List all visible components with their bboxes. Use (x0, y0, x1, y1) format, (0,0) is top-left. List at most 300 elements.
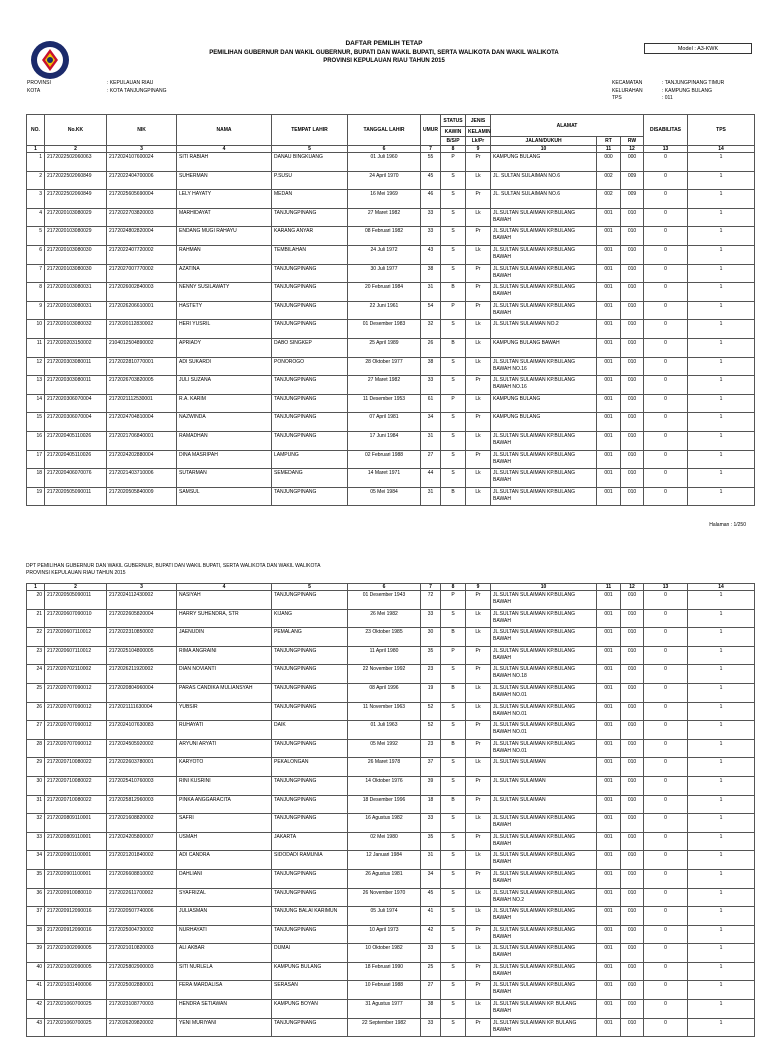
column-number: 12 (621, 584, 644, 591)
cell-no: 31 (27, 795, 45, 814)
cell-jenis-kelamin: Lk (466, 758, 491, 777)
cell-rw: 010 (621, 907, 644, 926)
table-row (27, 962, 755, 981)
cell-kk: 2172021060700025 (45, 1018, 107, 1037)
info-value: : KAMPUNG BULANG (662, 87, 713, 94)
cell-no: 10 (27, 320, 45, 339)
table-row (27, 153, 755, 172)
cell-rt: 001 (597, 925, 621, 944)
voter-table-page-1 (26, 114, 755, 506)
cell-jalan: JL.SULTAN SULAIMAN KP.BULANG BAWAH (491, 981, 597, 1000)
cell-nama: RAMADHAN (177, 431, 272, 450)
cell-status-kawin: P (441, 301, 466, 320)
cell-jenis-kelamin: Lk (466, 702, 491, 721)
cell-rw: 010 (621, 469, 644, 488)
cell-status-kawin: S (441, 1018, 466, 1037)
cell-jalan: JL.SULTAN SULAIMAN KP.BULANG BAWAH NO.2 (491, 888, 597, 907)
col-status-1: STATUS (441, 115, 466, 127)
cell-tps: 1 (688, 925, 755, 944)
cell-rw: 010 (621, 981, 644, 1000)
cell-status-kawin: B (441, 628, 466, 647)
table-row (27, 413, 755, 432)
cell-no: 11 (27, 338, 45, 357)
col-no: NO. (27, 115, 45, 146)
cell-disabilitas: 0 (644, 609, 688, 628)
table-row (27, 301, 755, 320)
cell-jalan: JL.SULTAN SULAIMAN KP.BULANG BAWAH (491, 469, 597, 488)
cell-status-kawin: P (441, 394, 466, 413)
cell-rw: 010 (621, 450, 644, 469)
cell-no: 17 (27, 450, 45, 469)
cell-tempat-lahir: TANJUNG BALAI KARIMUN (272, 907, 348, 926)
col-status-2: KAWIN (441, 127, 466, 137)
cell-tempat-lahir: TANJUNGPINANG (272, 413, 348, 432)
info-key: KELURAHAN (612, 87, 643, 94)
cell-tanggal-lahir: 01 Juli 1960 (348, 153, 421, 172)
cell-tps: 1 (688, 609, 755, 628)
table-row (27, 981, 755, 1000)
cell-jalan: JL. SULTAN SULAIMAN NO.6 (491, 190, 597, 209)
cell-jenis-kelamin: Pr (466, 1018, 491, 1037)
table-row (27, 357, 755, 376)
cell-nik: 2172024112430002 (107, 591, 177, 610)
cell-disabilitas: 0 (644, 628, 688, 647)
cell-status-kawin: S (441, 721, 466, 740)
column-number: 1 (27, 584, 45, 591)
info-key: KOTA (27, 87, 41, 94)
cell-tps: 1 (688, 208, 755, 227)
table-row (27, 665, 755, 684)
cell-jalan: JL.SULTAN SULAIMAN KP.BULANG BAWAH (491, 832, 597, 851)
cell-umur: 34 (421, 413, 441, 432)
cell-rt: 000 (597, 153, 621, 172)
cell-jenis-kelamin: Pr (466, 413, 491, 432)
cell-tempat-lahir: TANJUNGPINANG (272, 301, 348, 320)
cell-rt: 001 (597, 609, 621, 628)
cell-umur: 45 (421, 171, 441, 190)
cell-tempat-lahir: PEKALONGAN (272, 758, 348, 777)
info-value: : 011 (662, 95, 673, 101)
col-jenis-1: JENIS (466, 115, 491, 127)
table-row (27, 245, 755, 264)
cell-tanggal-lahir: 10 Oktober 1982 (348, 944, 421, 963)
info-row-provinsi (27, 80, 166, 88)
cell-rt: 001 (597, 628, 621, 647)
cell-kk: 2172020809110001 (45, 832, 107, 851)
cell-rt: 001 (597, 245, 621, 264)
cell-tps: 1 (688, 245, 755, 264)
cell-rw: 009 (621, 171, 644, 190)
cell-jenis-kelamin: Lk (466, 851, 491, 870)
table-row (27, 646, 755, 665)
col-jenis-3: Lk/Pr (466, 137, 491, 146)
cell-rt: 001 (597, 320, 621, 339)
cell-disabilitas: 0 (644, 869, 688, 888)
cell-rt: 001 (597, 832, 621, 851)
cell-tanggal-lahir: 07 April 1981 (348, 413, 421, 432)
cell-nik: 2172021706840001 (107, 431, 177, 450)
cell-tanggal-lahir: 22 Juni 1961 (348, 301, 421, 320)
col-kk: No.KK (45, 115, 107, 146)
cell-jenis-kelamin: Pr (466, 376, 491, 395)
cell-rt: 001 (597, 208, 621, 227)
cell-rt: 002 (597, 171, 621, 190)
cell-nik: 2172027007770002 (107, 264, 177, 283)
cell-nama: NURHAYATI (177, 925, 272, 944)
cell-kk: 2172021031400006 (45, 981, 107, 1000)
cell-nama: SITI RABIAH (177, 153, 272, 172)
cell-jenis-kelamin: Pr (466, 981, 491, 1000)
cell-kk: 2172020103080030 (45, 245, 107, 264)
cell-rt: 001 (597, 469, 621, 488)
column-number: 3 (107, 146, 177, 153)
cell-tanggal-lahir: 05 Juli 1974 (348, 907, 421, 926)
cell-nama: JAENUDIN (177, 628, 272, 647)
table-row (27, 1018, 755, 1037)
cell-no: 6 (27, 245, 45, 264)
cell-no: 15 (27, 413, 45, 432)
cell-tanggal-lahir: 16 Agustus 1982 (348, 814, 421, 833)
cell-tempat-lahir: TANJUNGPINANG (272, 795, 348, 814)
cell-umur: 33 (421, 944, 441, 963)
cell-no: 29 (27, 758, 45, 777)
cell-jenis-kelamin: Pr (466, 190, 491, 209)
cell-nik: 2172026703820005 (107, 376, 177, 395)
cell-umur: 46 (421, 190, 441, 209)
cell-disabilitas: 0 (644, 245, 688, 264)
cell-tps: 1 (688, 1000, 755, 1019)
cell-status-kawin: S (441, 832, 466, 851)
cell-no: 40 (27, 962, 45, 981)
cell-tps: 1 (688, 1018, 755, 1037)
cell-tempat-lahir: SIDODADI RAMUNIA (272, 851, 348, 870)
cell-kk: 2172020306070004 (45, 413, 107, 432)
cell-jalan: KAMPUNG BULANG (491, 413, 597, 432)
cell-rw: 010 (621, 925, 644, 944)
cell-tps: 1 (688, 171, 755, 190)
cell-jenis-kelamin: Lk (466, 394, 491, 413)
column-number: 8 (441, 146, 466, 153)
cell-nik: 2172025104800005 (107, 646, 177, 665)
cell-rw: 010 (621, 962, 644, 981)
cell-kk: 2172020103080031 (45, 283, 107, 302)
info-row-kelurahan (612, 88, 724, 96)
cell-kk: 2172020707090012 (45, 739, 107, 758)
cell-tempat-lahir: DAIK (272, 721, 348, 740)
cell-status-kawin: S (441, 357, 466, 376)
col-nik: NIK (107, 115, 177, 146)
cell-nik: 2172021010820003 (107, 944, 177, 963)
cell-umur: 42 (421, 925, 441, 944)
cell-kk: 2172020901100001 (45, 869, 107, 888)
document-title-block (150, 40, 618, 66)
cell-jenis-kelamin: Lk (466, 907, 491, 926)
cell-nama: APRIADY (177, 338, 272, 357)
table-row (27, 208, 755, 227)
cell-umur: 34 (421, 869, 441, 888)
cell-nama: HENDRA SETIAWAN (177, 1000, 272, 1019)
table-row (27, 907, 755, 926)
cell-rw: 010 (621, 264, 644, 283)
cell-status-kawin: B (441, 487, 466, 506)
cell-jenis-kelamin: Lk (466, 683, 491, 702)
info-left (27, 80, 166, 95)
cell-status-kawin: S (441, 888, 466, 907)
page-2-title: DPT PEMILIHAN GUBERNUR DAN WAKIL GUBERNUR, BUPATI DAN WAKIL BUPATI, SERTA WALIKOTA DAN WAKIL WALIKOTA (26, 563, 321, 569)
column-number: 5 (272, 146, 348, 153)
cell-jalan: JL.SULTAN SULAIMAN (491, 758, 597, 777)
cell-tanggal-lahir: 11 November 1963 (348, 702, 421, 721)
cell-tanggal-lahir: 05 Mei 1984 (348, 487, 421, 506)
cell-status-kawin: S (441, 907, 466, 926)
cell-nama: JULIASMAN (177, 907, 272, 926)
cell-nama: RIMA ANGRAINI (177, 646, 272, 665)
cell-jenis-kelamin: Lk (466, 357, 491, 376)
cell-tanggal-lahir: 31 Agustus 1977 (348, 1000, 421, 1019)
cell-status-kawin: P (441, 646, 466, 665)
cell-jenis-kelamin: Lk (466, 469, 491, 488)
cell-umur: 26 (421, 338, 441, 357)
column-number: 9 (466, 584, 491, 591)
cell-tps: 1 (688, 190, 755, 209)
column-number: 5 (272, 584, 348, 591)
cell-tempat-lahir: TANJUNGPINANG (272, 487, 348, 506)
cell-status-kawin: S (441, 758, 466, 777)
cell-tps: 1 (688, 739, 755, 758)
cell-tempat-lahir: KIJANG (272, 609, 348, 628)
cell-rt: 001 (597, 683, 621, 702)
cell-status-kawin: S (441, 851, 466, 870)
cell-umur: 30 (421, 628, 441, 647)
cell-jenis-kelamin: Pr (466, 591, 491, 610)
cell-rt: 001 (597, 283, 621, 302)
col-umur: UMUR (421, 115, 441, 146)
cell-nama: NASIYAH (177, 591, 272, 610)
cell-jalan: JL.SULTAN SULAIMAN KP.BULANG BAWAH (491, 851, 597, 870)
table-row (27, 376, 755, 395)
cell-nik: 2172026608810002 (107, 869, 177, 888)
cell-tps: 1 (688, 758, 755, 777)
cell-tanggal-lahir: 01 Desember 1943 (348, 591, 421, 610)
cell-disabilitas: 0 (644, 739, 688, 758)
cell-jenis-kelamin: Pr (466, 795, 491, 814)
cell-tempat-lahir: SEMEDANG (272, 469, 348, 488)
cell-nik: 2172025605690004 (107, 190, 177, 209)
cell-nama: MARHIDAYAT (177, 208, 272, 227)
cell-tempat-lahir: TANJUNGPINANG (272, 814, 348, 833)
table-row (27, 338, 755, 357)
cell-kk: 2172020406070076 (45, 469, 107, 488)
cell-jalan: JL.SULTAN SULAIMAN KP.BULANG BAWAH (491, 814, 597, 833)
cell-tanggal-lahir: 23 Oktober 1985 (348, 628, 421, 647)
cell-umur: 37 (421, 758, 441, 777)
cell-jalan: JL.SULTAN SULAIMAN KP.BULANG BAWAH (491, 208, 597, 227)
cell-rt: 001 (597, 944, 621, 963)
cell-kk: 2172020707090012 (45, 683, 107, 702)
cell-rt: 002 (597, 190, 621, 209)
cell-jenis-kelamin: Pr (466, 665, 491, 684)
cell-jalan: JL.SULTAN SULAIMAN KP.BULANG BAWAH (491, 591, 597, 610)
cell-nik: 2172022611700002 (107, 888, 177, 907)
cell-rw: 010 (621, 758, 644, 777)
cell-nik: 2172021608820002 (107, 814, 177, 833)
table-row (27, 702, 755, 721)
cell-disabilitas: 0 (644, 227, 688, 246)
cell-jenis-kelamin: Lk (466, 320, 491, 339)
cell-rw: 010 (621, 338, 644, 357)
cell-jenis-kelamin: Pr (466, 962, 491, 981)
cell-rw: 010 (621, 376, 644, 395)
cell-tps: 1 (688, 431, 755, 450)
cell-disabilitas: 0 (644, 814, 688, 833)
cell-rw: 010 (621, 431, 644, 450)
cell-nik: 2172025802900003 (107, 962, 177, 981)
table-row (27, 851, 755, 870)
cell-disabilitas: 0 (644, 320, 688, 339)
cell-no: 22 (27, 628, 45, 647)
table-row (27, 320, 755, 339)
table-row (27, 944, 755, 963)
cell-kk: 2172020809110001 (45, 814, 107, 833)
cell-tanggal-lahir: 08 Februari 1982 (348, 227, 421, 246)
cell-status-kawin: S (441, 925, 466, 944)
column-number: 9 (466, 146, 491, 153)
cell-rt: 001 (597, 646, 621, 665)
cell-tempat-lahir: TANJUNGPINANG (272, 1018, 348, 1037)
cell-nik: 2172021111630004 (107, 702, 177, 721)
cell-no: 26 (27, 702, 45, 721)
cell-status-kawin: S (441, 171, 466, 190)
cell-rt: 001 (597, 227, 621, 246)
cell-jalan: JL. SULTAN SULAIMAN NO.6 (491, 171, 597, 190)
cell-tanggal-lahir: 01 Juli 1963 (348, 721, 421, 740)
cell-umur: 38 (421, 357, 441, 376)
cell-nama: R.A. KARIM (177, 394, 272, 413)
info-right (612, 80, 724, 103)
cell-rw: 010 (621, 208, 644, 227)
cell-nik: 2172022310850002 (107, 628, 177, 647)
cell-nama: PARAS CANDIKA MULIANSYAH (177, 683, 272, 702)
cell-rw: 010 (621, 283, 644, 302)
cell-jalan: JL.SULTAN SULAIMAN KP.BULANG BAWAH (491, 907, 597, 926)
cell-disabilitas: 0 (644, 646, 688, 665)
cell-kk: 2172020303080011 (45, 376, 107, 395)
cell-rw: 010 (621, 888, 644, 907)
cell-disabilitas: 0 (644, 591, 688, 610)
cell-umur: 38 (421, 264, 441, 283)
cell-tps: 1 (688, 628, 755, 647)
cell-tps: 1 (688, 776, 755, 795)
cell-umur: 33 (421, 208, 441, 227)
cell-nik: 2172024202880004 (107, 450, 177, 469)
column-number: 11 (597, 584, 621, 591)
cell-tempat-lahir: KARANG ANYAR (272, 227, 348, 246)
cell-jalan: JL.SULTAN SULAIMAN KP.BULANG BAWAH NO.01 (491, 683, 597, 702)
cell-rt: 001 (597, 431, 621, 450)
cell-jenis-kelamin: Lk (466, 609, 491, 628)
cell-status-kawin: S (441, 413, 466, 432)
cell-nama: YUBSIR (177, 702, 272, 721)
cell-status-kawin: S (441, 469, 466, 488)
cell-nama: ALI AKBAR (177, 944, 272, 963)
cell-jenis-kelamin: Pr (466, 283, 491, 302)
cell-disabilitas: 0 (644, 301, 688, 320)
cell-jenis-kelamin: Pr (466, 227, 491, 246)
cell-nama: USMAH (177, 832, 272, 851)
column-number: 2 (45, 584, 107, 591)
cell-nama: HASTETY (177, 301, 272, 320)
col-rw: RW (621, 137, 644, 146)
cell-jenis-kelamin: Pr (466, 721, 491, 740)
column-number: 6 (348, 584, 421, 591)
cell-status-kawin: S (441, 944, 466, 963)
cell-tps: 1 (688, 869, 755, 888)
cell-tempat-lahir: PONOROGO (272, 357, 348, 376)
cell-nik: 2172025002880001 (107, 981, 177, 1000)
cell-nama: SAMSUL (177, 487, 272, 506)
cell-nik: 2172025812960003 (107, 795, 177, 814)
cell-tanggal-lahir: 16 Mei 1969 (348, 190, 421, 209)
cell-kk: 2172020707090012 (45, 721, 107, 740)
cell-disabilitas: 0 (644, 450, 688, 469)
document-subtitle: PEMILIHAN GUBERNUR DAN WAKIL GUBERNUR, BUPATI DAN WAKIL BUPATI, SERTA WALIKOTA DAN WAKIL WALIKOTA (209, 49, 559, 56)
cell-rt: 001 (597, 981, 621, 1000)
cell-kk: 2172020710080022 (45, 795, 107, 814)
cell-rt: 001 (597, 338, 621, 357)
cell-rt: 001 (597, 907, 621, 926)
cell-no: 18 (27, 469, 45, 488)
cell-jenis-kelamin: Lk (466, 888, 491, 907)
cell-no: 14 (27, 394, 45, 413)
cell-tempat-lahir: TANJUNGPINANG (272, 702, 348, 721)
cell-tanggal-lahir: 24 April 1970 (348, 171, 421, 190)
cell-nik: 2172023108770003 (107, 1000, 177, 1019)
cell-nik: 2172026209820002 (107, 1018, 177, 1037)
cell-disabilitas: 0 (644, 1000, 688, 1019)
info-key: KECAMATAN (612, 80, 643, 86)
col-disabilitas: DISABILITAS (644, 115, 688, 146)
cell-jalan: JL.SULTAN SULAIMAN KP. BULANG BAWAH (491, 1000, 597, 1019)
cell-disabilitas: 0 (644, 721, 688, 740)
cell-disabilitas: 0 (644, 702, 688, 721)
cell-no: 12 (27, 357, 45, 376)
cell-nama: SYAFRIZAL (177, 888, 272, 907)
cell-jalan: JL.SULTAN SULAIMAN KP.BULANG BAWAH NO.16 (491, 357, 597, 376)
cell-tps: 1 (688, 591, 755, 610)
table-row (27, 683, 755, 702)
cell-disabilitas: 0 (644, 394, 688, 413)
cell-jalan: JL.SULTAN SULAIMAN KP.BULANG BAWAH (491, 283, 597, 302)
cell-umur: 18 (421, 795, 441, 814)
cell-jalan: JL.SULTAN SULAIMAN KP.BULANG BAWAH (491, 487, 597, 506)
cell-status-kawin: S (441, 190, 466, 209)
cell-rw: 010 (621, 869, 644, 888)
info-value: : KOTA TANJUNGPINANG (107, 87, 167, 94)
cell-status-kawin: S (441, 702, 466, 721)
cell-disabilitas: 0 (644, 683, 688, 702)
cell-status-kawin: B (441, 283, 466, 302)
cell-tempat-lahir: TANJUNGPINANG (272, 208, 348, 227)
table-row (27, 1000, 755, 1019)
cell-umur: 35 (421, 832, 441, 851)
column-number: 12 (621, 146, 644, 153)
page-2-province-year: PROVINSI KEPULAUAN RIAU TAHUN 2015 (26, 570, 126, 576)
cell-no: 4 (27, 208, 45, 227)
cell-rw: 009 (621, 190, 644, 209)
cell-tanggal-lahir: 18 Februari 1990 (348, 962, 421, 981)
cell-tempat-lahir: TANJUNGPINANG (272, 431, 348, 450)
column-number: 13 (644, 584, 688, 591)
